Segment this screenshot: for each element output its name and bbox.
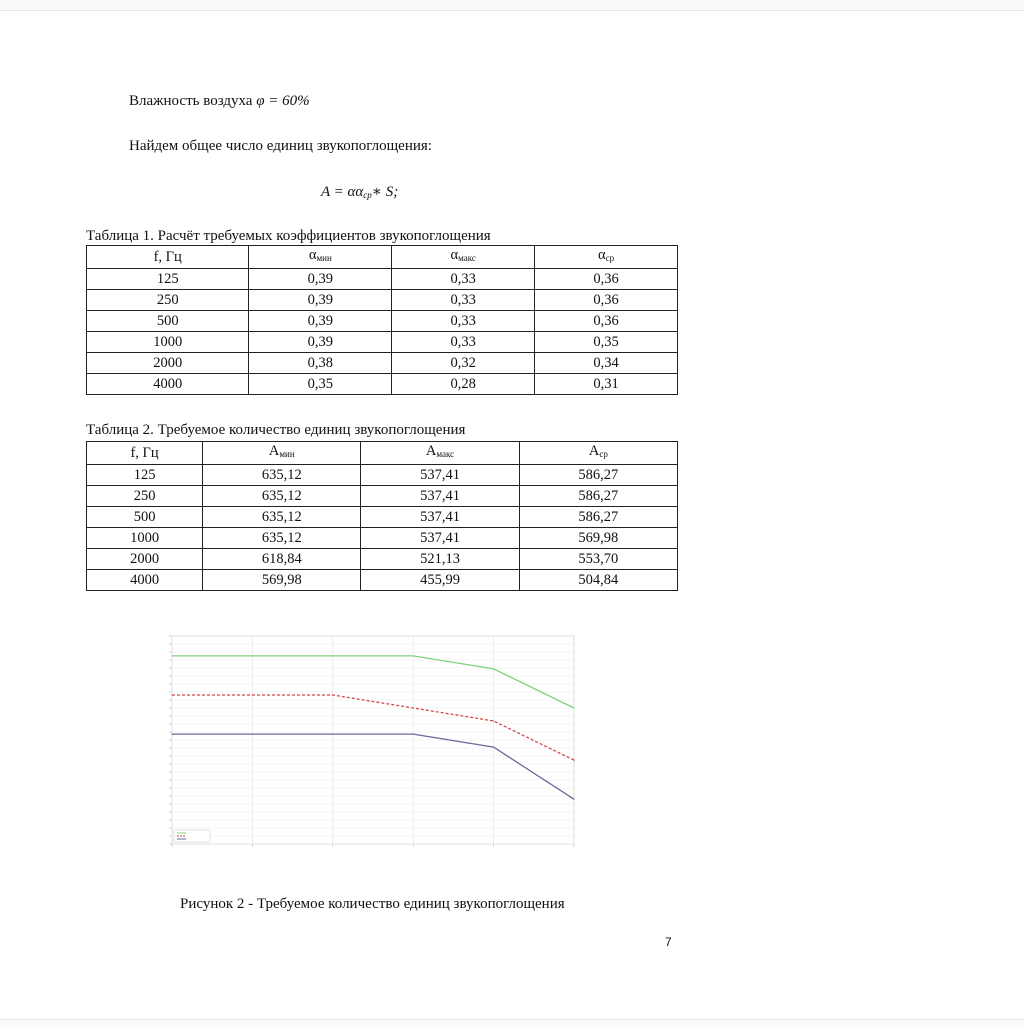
- column-header-subscript: мин: [316, 253, 332, 263]
- series-point: [171, 733, 172, 734]
- column-header: [249, 246, 392, 269]
- intro-line: Найдем общее число единиц звукопоглощения:: [129, 138, 432, 154]
- chart-legend: [174, 830, 210, 842]
- table-row: [87, 290, 678, 311]
- value-cell: 569,98: [519, 528, 677, 549]
- frequency-cell: 125: [87, 465, 203, 486]
- frequency-cell: 500: [87, 507, 203, 528]
- series-point: [332, 655, 333, 656]
- column-header-label: f, Гц: [153, 248, 182, 265]
- column-header-label: f, Гц: [130, 444, 159, 461]
- value-cell: 537,41: [361, 486, 519, 507]
- column-header-label: A: [588, 443, 600, 459]
- table-row: [87, 353, 678, 374]
- value-cell: 521,13: [361, 549, 519, 570]
- value-cell: 0,36: [535, 269, 678, 290]
- formula-rhs: ∗ S;: [371, 184, 399, 200]
- chart-grid: [169, 636, 574, 847]
- value-cell: 0,31: [535, 374, 678, 395]
- column-header: [87, 246, 249, 269]
- value-cell: 504,84: [519, 570, 677, 591]
- page-top-border: [0, 0, 1024, 11]
- frequency-cell: 4000: [87, 374, 249, 395]
- table-row: [87, 570, 678, 591]
- humidity-text: Влажность воздуха: [129, 93, 253, 109]
- value-cell: 0,39: [249, 290, 392, 311]
- value-cell: 0,36: [535, 311, 678, 332]
- frequency-cell: 4000: [87, 570, 203, 591]
- value-cell: 537,41: [361, 507, 519, 528]
- series-point: [413, 707, 414, 708]
- column-header: [87, 442, 203, 465]
- value-cell: 537,41: [361, 528, 519, 549]
- frequency-cell: 250: [87, 290, 249, 311]
- value-cell: 537,41: [361, 465, 519, 486]
- value-cell: 0,32: [392, 353, 535, 374]
- value-cell: 0,33: [392, 290, 535, 311]
- value-cell: 569,98: [203, 570, 361, 591]
- page-number: 7: [665, 935, 672, 949]
- table2: [86, 441, 678, 591]
- column-header-subscript: макс: [436, 449, 455, 459]
- series-point: [171, 694, 172, 695]
- frequency-cell: 2000: [87, 549, 203, 570]
- value-cell: 586,27: [519, 465, 677, 486]
- series-point: [413, 655, 414, 656]
- series-point: [573, 707, 574, 708]
- table-row: [87, 311, 678, 332]
- value-cell: 0,28: [392, 374, 535, 395]
- column-header: [392, 246, 535, 269]
- value-cell: 635,12: [203, 486, 361, 507]
- table-header-row: [87, 442, 678, 465]
- legend-box: [174, 830, 210, 842]
- table-row: [87, 549, 678, 570]
- value-cell: 0,39: [249, 311, 392, 332]
- column-header-label: α: [598, 247, 606, 263]
- column-header: [361, 442, 519, 465]
- value-cell: 0,33: [392, 269, 535, 290]
- value-cell: 0,39: [249, 332, 392, 353]
- table-header-row: [87, 246, 678, 269]
- column-header-label: A: [268, 443, 280, 459]
- series-point: [493, 668, 494, 669]
- series-point: [493, 720, 494, 721]
- column-header-subscript: мин: [279, 449, 295, 459]
- frequency-cell: 250: [87, 486, 203, 507]
- frequency-cell: 500: [87, 311, 249, 332]
- frequency-cell: 1000: [87, 332, 249, 353]
- page-bottom-border: [0, 1019, 1024, 1025]
- table-row: [87, 486, 678, 507]
- series-point: [493, 746, 494, 747]
- column-header-subscript: макс: [458, 253, 476, 263]
- table-row: [87, 507, 678, 528]
- value-cell: 0,39: [249, 269, 392, 290]
- column-header-subscript: ср: [599, 449, 608, 459]
- series-point: [413, 733, 414, 734]
- table1: [86, 245, 678, 395]
- column-header-label: α: [308, 247, 317, 263]
- value-cell: 618,84: [203, 549, 361, 570]
- series-point: [252, 694, 253, 695]
- value-cell: 0,34: [535, 353, 678, 374]
- value-cell: 0,33: [392, 332, 535, 353]
- frequency-cell: 125: [87, 269, 249, 290]
- value-cell: 553,70: [519, 549, 677, 570]
- table-row: [87, 332, 678, 353]
- formula-lhs: A = αα: [321, 184, 364, 200]
- column-header: [203, 442, 361, 465]
- table-row: [87, 528, 678, 549]
- series-point: [573, 760, 574, 761]
- humidity-line: [129, 93, 310, 110]
- column-header-subscript: ср: [605, 253, 615, 263]
- table2-caption: Таблица 2. Требуемое количество единиц звукопоглощения: [86, 422, 466, 438]
- value-cell: 0,33: [392, 311, 535, 332]
- figure-caption: Рисунок 2 - Требуемое количество единиц звукопоглощения: [180, 896, 565, 912]
- value-cell: 0,36: [535, 290, 678, 311]
- column-header: [535, 246, 678, 269]
- column-header: [519, 442, 677, 465]
- table-row: [87, 465, 678, 486]
- table1-caption: Таблица 1. Расчёт требуемых коэффициентов звукопоглощения: [86, 228, 491, 244]
- value-cell: 0,35: [249, 374, 392, 395]
- column-header-label: A: [425, 443, 437, 459]
- column-header-label: α: [450, 247, 459, 263]
- value-cell: 586,27: [519, 507, 677, 528]
- table-row: [87, 269, 678, 290]
- humidity-formula: φ = 60%: [256, 93, 310, 109]
- series-point: [332, 733, 333, 734]
- absorption-formula: [321, 182, 398, 201]
- frequency-cell: 2000: [87, 353, 249, 374]
- value-cell: 455,99: [361, 570, 519, 591]
- series-point: [252, 733, 253, 734]
- value-cell: 586,27: [519, 486, 677, 507]
- frequency-cell: 1000: [87, 528, 203, 549]
- value-cell: 635,12: [203, 528, 361, 549]
- series-point: [573, 799, 574, 800]
- value-cell: 0,35: [535, 332, 678, 353]
- table-row: [87, 374, 678, 395]
- series-point: [171, 655, 172, 656]
- value-cell: 0,38: [249, 353, 392, 374]
- formula-sub: ср: [363, 190, 372, 200]
- series-point: [332, 694, 333, 695]
- sound-absorption-chart: [160, 632, 580, 854]
- series-point: [252, 655, 253, 656]
- value-cell: 635,12: [203, 465, 361, 486]
- value-cell: 635,12: [203, 507, 361, 528]
